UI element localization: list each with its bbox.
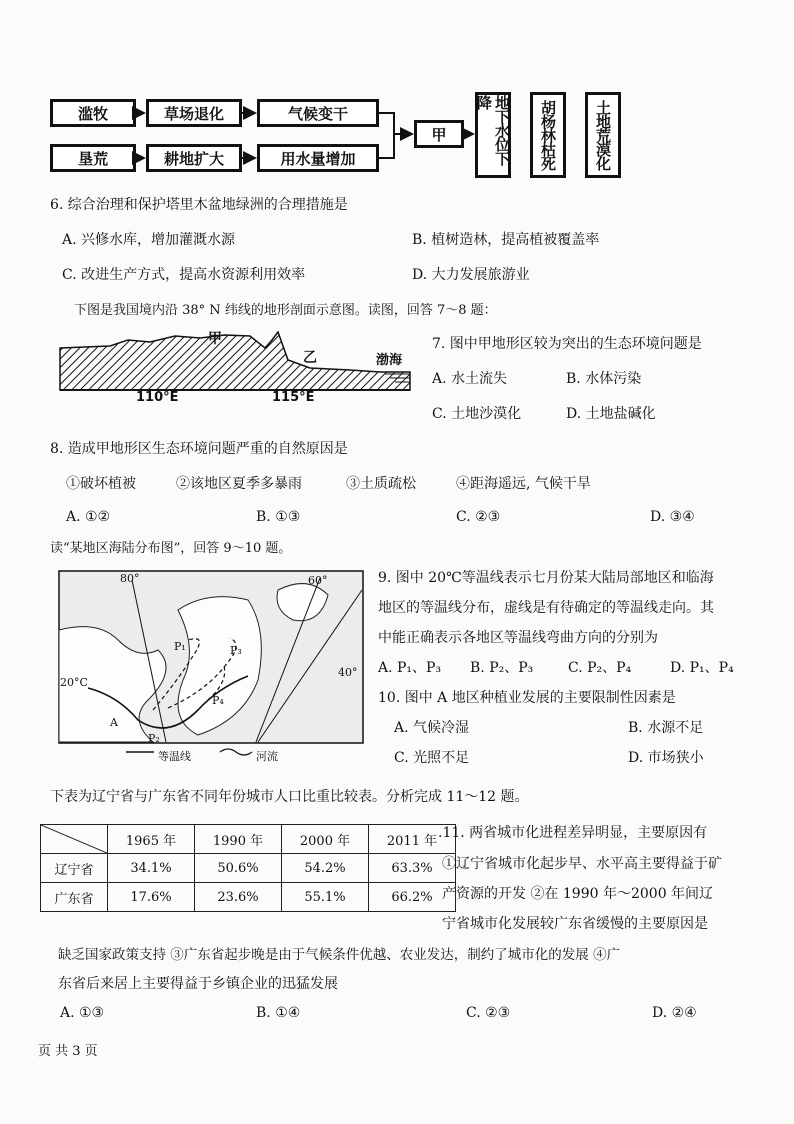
q10-option-a: A. 气候冷湿 xyxy=(394,720,470,736)
map-point-a: A xyxy=(110,716,118,729)
table-cell: 63.3% xyxy=(369,854,456,883)
page-footer: 页 共 3 页 xyxy=(38,1044,98,1059)
map-p3: P₃ xyxy=(230,644,242,657)
table-year: 1990 年 xyxy=(195,825,282,854)
map-p1: P₁ xyxy=(174,640,186,653)
table-year: 2011 年 xyxy=(369,825,456,854)
q11-line-1: .11. 两省城市化进程差异明显，主要原因有 xyxy=(438,825,708,841)
table-year: 2000 年 xyxy=(282,825,369,854)
table-cell: 54.2% xyxy=(282,854,369,883)
map-p4: P₄ xyxy=(212,694,224,707)
q7-option-c: C. 土地沙漠化 xyxy=(432,406,522,422)
q11-option-b: B. ①④ xyxy=(256,1005,301,1021)
q7-option-d: D. 土地盐碱化 xyxy=(566,406,656,422)
table-cell: 17.6% xyxy=(108,883,195,912)
table-year: 1965 年 xyxy=(108,825,195,854)
flow-box-reclamation: 垦荒 xyxy=(50,144,136,172)
q9-10-intro: 读“某地区海陆分布图”，回答 9～10 题。 xyxy=(50,541,292,556)
q10-option-b: B. 水源不足 xyxy=(628,720,704,736)
q11-line-3: 产资源的开发 ②在 1990 年～2000 年间辽 xyxy=(442,886,714,902)
table-header-row xyxy=(41,825,456,854)
q8-item-2: ②该地区夏季多暴雨 xyxy=(176,476,302,492)
profile-label-jia: 甲 xyxy=(208,331,222,347)
q11-option-a: A. ①③ xyxy=(60,1005,105,1021)
map-lat-80: 80° xyxy=(120,572,140,585)
q7-option-b: B. 水体污染 xyxy=(566,371,642,387)
terrain-shape xyxy=(60,332,410,390)
map-legend-river: 河流 xyxy=(256,750,278,763)
q8-option-c: C. ②③ xyxy=(456,509,501,525)
flow-box-climate-drier: 气候变干 xyxy=(257,99,379,127)
flow-box-grassland-degradation: 草场退化 xyxy=(146,99,242,127)
map-legend-isotherm: 等温线 xyxy=(158,750,191,763)
profile-tick-115e: 115°E xyxy=(272,390,315,405)
profile-tick-110e: 110°E xyxy=(136,390,179,405)
q11-12-intro: 下表为辽宁省与广东省不同年份城市人口比重比较表。分析完成 11～12 题。 xyxy=(50,789,529,805)
q11-line-5: 缺乏国家政策支持 ③广东省起步晚是由于气候条件优越、农业发达，制约了城市化的发展 ④广 xyxy=(58,947,621,963)
table-province: 广东省 xyxy=(41,883,108,912)
q9-line-3: 中能正确表示各地区等温线弯曲方向的分别为 xyxy=(378,630,658,646)
q6-stem: 6. 综合治理和保护塔里木盆地绿洲的合理措施是 xyxy=(50,197,348,213)
q8-item-1: ①破坏植被 xyxy=(66,476,136,492)
map-lat-60: 60° xyxy=(308,574,328,587)
map-temp-20c: 20°C xyxy=(60,676,88,689)
q7-stem: 7. 图中甲地形区较为突出的生态环境问题是 xyxy=(432,336,702,352)
profile-label-yi: 乙 xyxy=(303,350,317,366)
q10-option-d: D. 市场狭小 xyxy=(628,750,704,766)
q9-line-2: 地区的等温线分布，虚线是有待确定的等温线走向。其 xyxy=(378,600,714,616)
table-corner xyxy=(41,825,108,854)
profile-label-bohai: 渤海 xyxy=(376,353,403,368)
table-cell: 34.1% xyxy=(108,854,195,883)
flow-box-jia: 甲 xyxy=(414,120,464,148)
terrain-profile xyxy=(50,326,420,408)
q11-line-4: 宁省城市化发展较广东省缓慢的主要原因是 xyxy=(442,916,708,932)
map-lat-40: 40° xyxy=(338,666,358,679)
q9-option-c: C. P₂、P₄ xyxy=(568,660,632,676)
q8-item-3: ③土质疏松 xyxy=(346,476,416,492)
flow-arrows xyxy=(0,0,794,200)
table-row xyxy=(41,854,456,883)
q7-option-a: A. 水土流失 xyxy=(432,371,508,387)
q8-option-a: A. ①② xyxy=(66,509,111,525)
table-province: 辽宁省 xyxy=(41,854,108,883)
q9-option-d: D. P₁、P₄ xyxy=(670,660,734,676)
flow-box-farmland-expansion: 耕地扩大 xyxy=(146,144,242,172)
q6-option-b: B. 植树造林，提高植被覆盖率 xyxy=(412,232,600,248)
q6-option-d: D. 大力发展旅游业 xyxy=(412,267,530,283)
q9-option-b: B. P₂、P₃ xyxy=(470,660,534,676)
q10-stem: 10. 图中 A 地区种植业发展的主要限制性因素是 xyxy=(378,690,676,706)
q8-item-4: ④距海遥远, 气候干旱 xyxy=(456,476,591,492)
q8-option-b: B. ①③ xyxy=(256,509,301,525)
flow-box-overgrazing: 滥牧 xyxy=(50,99,136,127)
q9-option-a: A. P₁、P₃ xyxy=(378,660,442,676)
q11-line-6: 东省后来居上主要得益于乡镇企业的迅猛发展 xyxy=(58,976,338,992)
table-cell: 66.2% xyxy=(369,883,456,912)
q9-line-1: 9. 图中 20℃等温线表示七月份某大陆局部地区和临海 xyxy=(378,570,714,586)
flow-box-groundwater-drop: 地下水位下降 xyxy=(475,92,511,178)
q11-line-2: ①辽宁省城市化起步早、水平高主要得益于矿 xyxy=(442,856,722,872)
flow-box-poplar-death: 胡杨林枯死 xyxy=(530,92,566,178)
sea-land-map xyxy=(58,570,364,762)
table-row xyxy=(41,883,456,912)
map-p2: P₂ xyxy=(148,732,160,745)
q10-option-c: C. 光照不足 xyxy=(394,750,470,766)
q8-option-d: D. ③④ xyxy=(650,509,695,525)
q6-option-a: A. 兴修水库，增加灌溉水源 xyxy=(62,232,236,248)
table-cell: 50.6% xyxy=(195,854,282,883)
q11-option-c: C. ②③ xyxy=(466,1005,511,1021)
table-cell: 23.6% xyxy=(195,883,282,912)
q11-option-d: D. ②④ xyxy=(652,1005,697,1021)
table-cell: 55.1% xyxy=(282,883,369,912)
q7-8-intro: 下图是我国境内沿 38° N 纬线的地形剖面示意图。读图，回答 7～8 题： xyxy=(74,303,497,318)
q8-stem: 8. 造成甲地形区生态环境问题严重的自然原因是 xyxy=(50,441,348,457)
flow-box-water-use-increase: 用水量增加 xyxy=(257,144,379,172)
urban-population-table xyxy=(40,824,456,912)
flow-box-desertification: 土地荒漠化 xyxy=(585,92,621,178)
q6-option-c: C. 改进生产方式，提高水资源利用效率 xyxy=(62,267,306,283)
